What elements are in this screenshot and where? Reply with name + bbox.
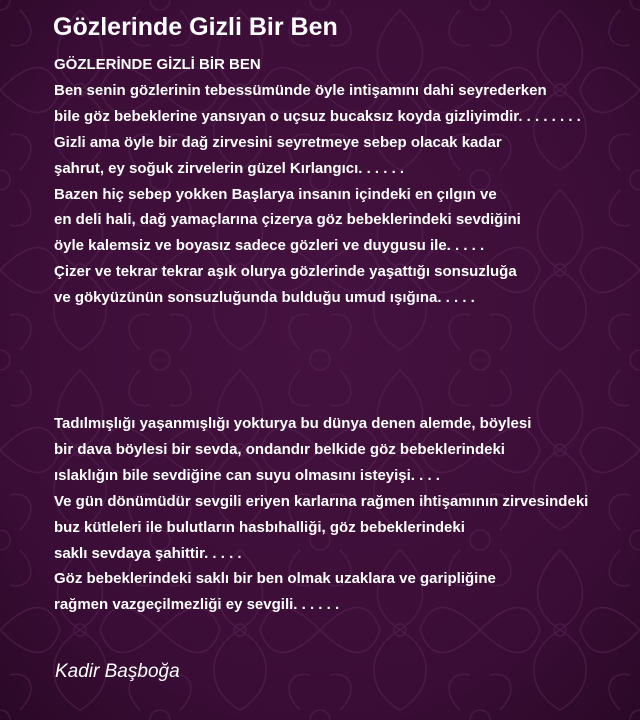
poem-stanza-1 — [54, 52, 581, 311]
poem-line: şahrut, ey soğuk zirvelerin güzel Kırlangıcı. . . . . . — [54, 159, 405, 177]
poem-line: Tadılmışlığı yaşanmışlığı yokturya bu dünya denen alemde, böylesi — [54, 415, 532, 432]
poem-line: en deli hali, dağ yamaçlarına çizerya göz bebeklerindeki sevdiğini — [54, 211, 521, 229]
poem-line: bile göz bebeklerine yansıyan o uçsuz bucaksız koyda gizliyimdir. . . . . . . . — [54, 107, 581, 125]
poem-line: bir dava böylesi bir sevda, ondandır belkide göz bebeklerindeki — [54, 440, 505, 458]
poem-line: öyle kalemsiz ve boyasız sadece gözleri ve duygusu ile. . . . . — [54, 237, 485, 255]
poem-line: Gizli ama öyle bir dağ zirvesini seyretmeye sebep olacak kadar — [54, 133, 502, 151]
poem-line: rağmen vazgeçilmezliği ey sevgili. . . . . . — [54, 596, 340, 614]
poem-line: Çizer ve tekrar tekrar aşık olurya gözlerinde yaşattığı sonsuzluğa — [54, 263, 517, 281]
poem-line: saklı sevdaya şahittir. . . . . — [54, 544, 242, 562]
poem-line: buz kütleleri ile bulutların hasbıhalliği, göz bebeklerindeki — [54, 518, 465, 536]
poem-stanza-2 — [54, 411, 588, 618]
poem-line: ıslaklığın bile sevdiğine can suyu olmasını isteyişi. . . . — [54, 466, 440, 484]
poem-line: GÖZLERİNDE GİZLİ BİR BEN — [54, 56, 261, 73]
poem-line: ve gökyüzünün sonsuzluğunda bulduğu umud ışığına. . . . . — [54, 289, 475, 307]
poem-author: Kadir Başboğa — [55, 661, 180, 682]
poem-line: Ben senin gözlerinin tebessümünde öyle intişamını dahi seyrederken — [54, 81, 547, 99]
poem-line: Bazen hiç sebep yokken Başlarya insanın içindeki en çılgın ve — [54, 185, 497, 203]
poem-line: Ve gün dönümüdür sevgili eriyen karlarına rağmen ihtişamının zirvesindeki — [54, 492, 589, 510]
poem-title: Gözlerinde Gizli Bir Ben — [53, 13, 338, 41]
poem-line: Göz bebeklerindeki saklı bir ben olmak uzaklara ve garipliğine — [54, 570, 496, 588]
